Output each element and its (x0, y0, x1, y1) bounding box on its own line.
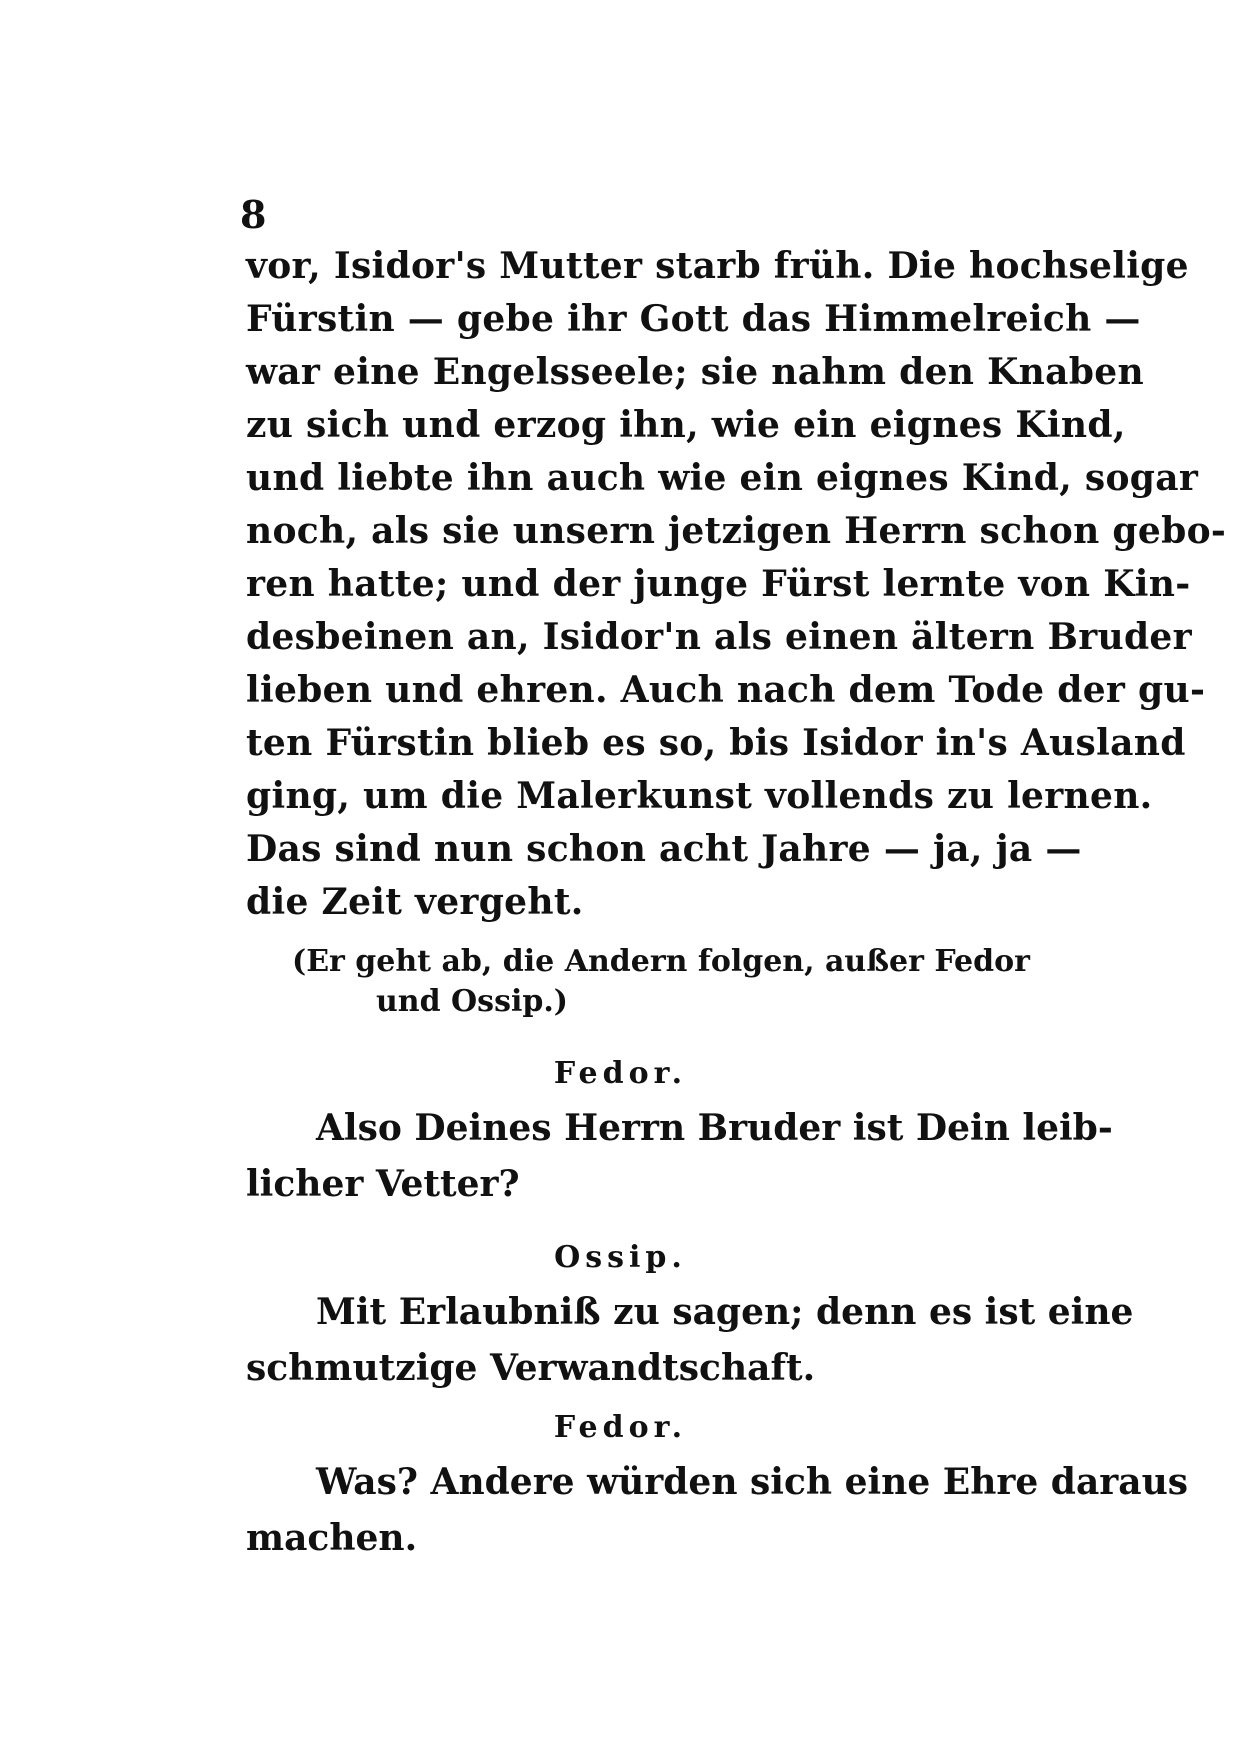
text-line: Das sind nun schon acht Jahre — ja, ja — (246, 828, 1082, 870)
main-paragraph (246, 240, 1227, 929)
text-line: und liebte ihn auch wie ein eignes Kind, sogar (246, 457, 1199, 499)
text-line: Fürstin — gebe ihr Gott das Himmelreich — (246, 298, 1141, 340)
speech (246, 1100, 1113, 1212)
speech-line: schmutzige Verwandtschaft. (246, 1347, 816, 1389)
stage-direction-line: (Er geht ab, die Andern folgen, außer Fedor (292, 944, 1030, 979)
speech-line: licher Vetter? (246, 1163, 520, 1205)
speaker-name: Ossip. (554, 1240, 687, 1275)
page-number: 8 (240, 192, 267, 237)
speech-line: Also Deines Herrn Bruder ist Dein leib- (316, 1107, 1113, 1149)
speaker-name: Fedor. (553, 1410, 688, 1445)
speech (246, 1284, 1134, 1396)
speech-line: machen. (246, 1517, 418, 1559)
speech-line: Was? Andere würden sich eine Ehre daraus (316, 1461, 1189, 1503)
text-line: ren hatte; und der junge Fürst lernte von Kin- (246, 563, 1191, 605)
text-line: lieben und ehren. Auch nach dem Tode der gu- (246, 669, 1206, 711)
text-line: vor, Isidor's Mutter starb früh. Die hochselige (246, 245, 1189, 287)
text-line: zu sich und erzog ihn, wie ein eignes Kind, (246, 404, 1126, 446)
text-line: ging, um die Malerkunst vollends zu lernen. (246, 775, 1153, 817)
speech-line: Mit Erlaubniß zu sagen; denn es ist eine (316, 1291, 1134, 1333)
text-line: die Zeit vergeht. (246, 881, 584, 923)
text-line: noch, als sie unsern jetzigen Herrn schon gebo- (246, 510, 1227, 552)
stage-direction-line: und Ossip.) (376, 984, 568, 1019)
text-line: desbeinen an, Isidor'n als einen ältern Bruder (246, 616, 1192, 658)
stage-direction (292, 942, 1030, 1022)
speaker-name: Fedor. (553, 1056, 688, 1091)
speech (246, 1454, 1189, 1566)
text-line: ten Fürstin blieb es so, bis Isidor in's Ausland (246, 722, 1186, 764)
text-line: war eine Engelsseele; sie nahm den Knaben (246, 351, 1144, 393)
